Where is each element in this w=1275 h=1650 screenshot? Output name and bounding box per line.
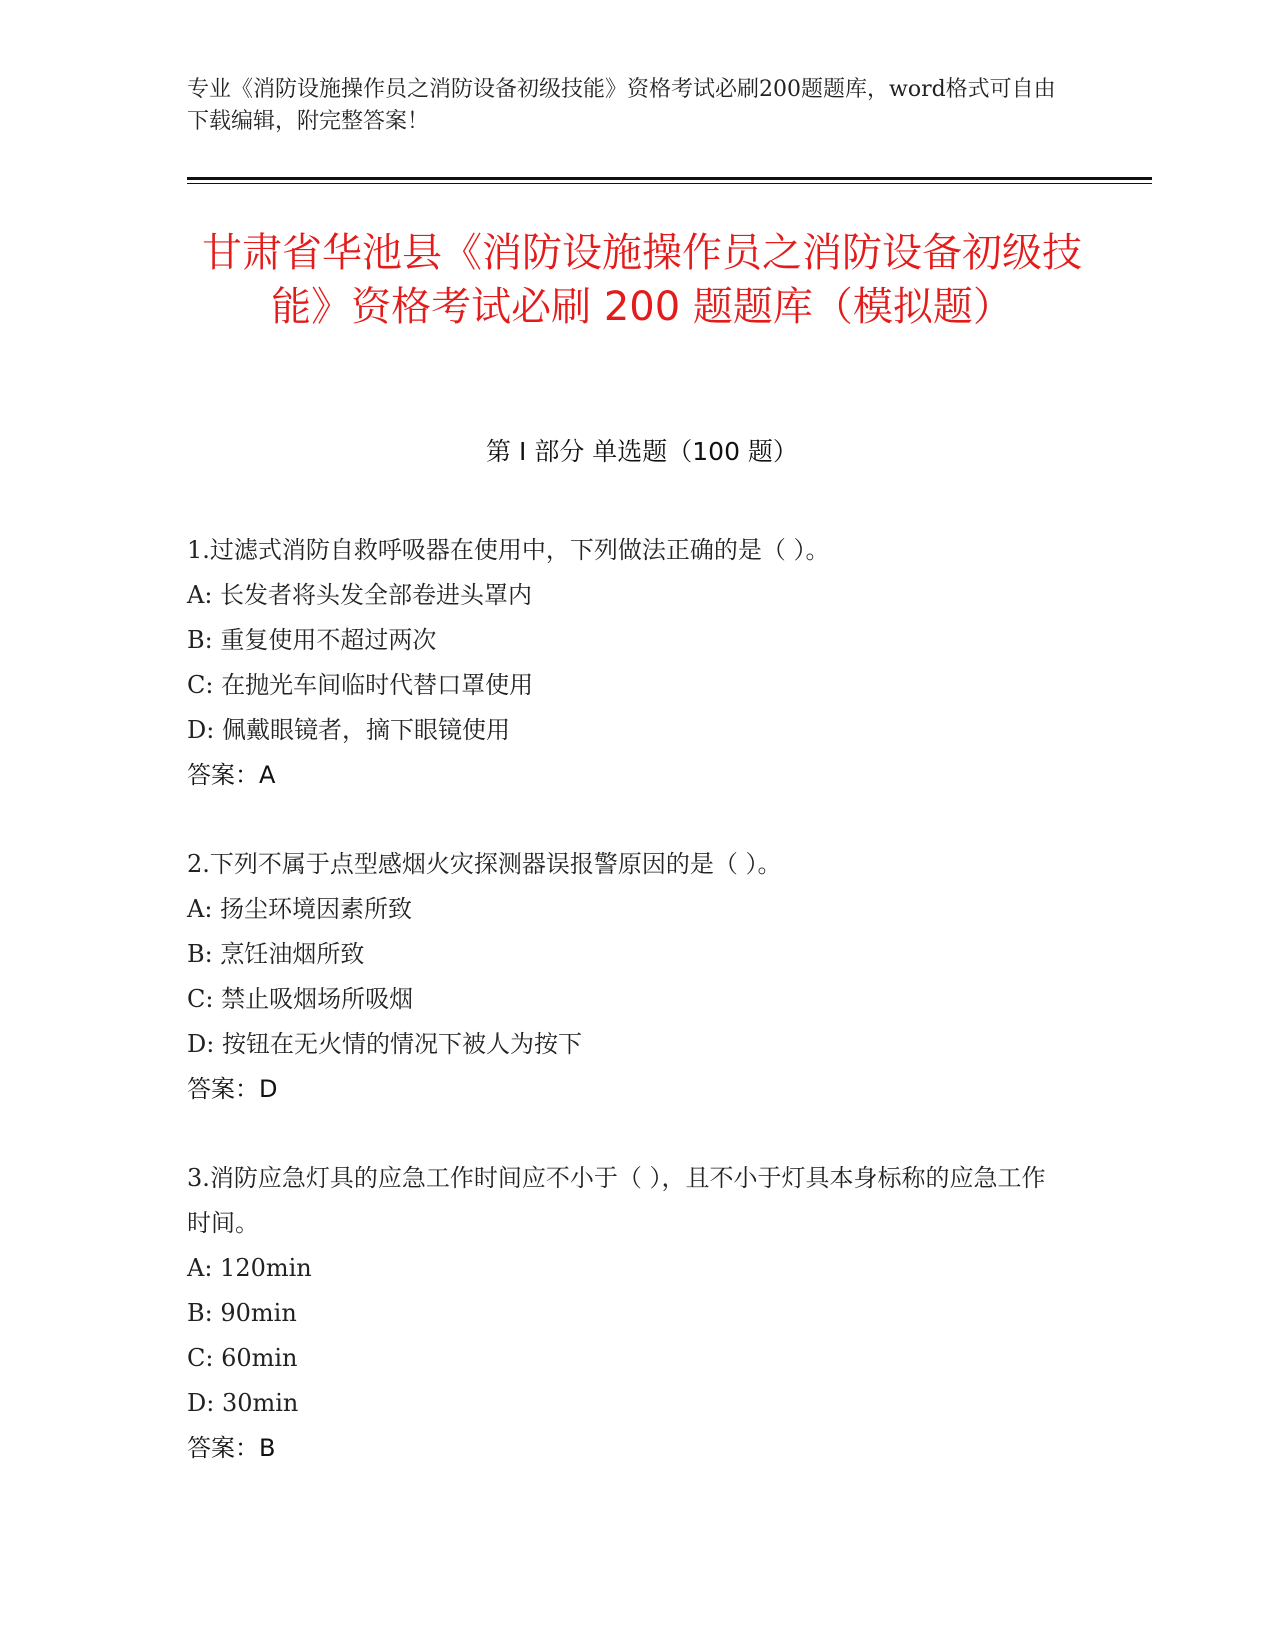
answer: 答案：B	[187, 1434, 276, 1462]
document-title: 甘肃省华池县《消防设施操作员之消防设备初级技能》资格考试必刷 200 题题库（模拟题）	[202, 230, 1082, 330]
question-list	[187, 528, 1067, 1515]
question-2	[187, 842, 1067, 1112]
question-stem: 2.下列不属于点型感烟火灾探测器误报警原因的是（ ）。	[187, 850, 782, 878]
header-divider-thick	[187, 177, 1152, 180]
option-b: B: 90min	[187, 1299, 297, 1327]
section-title: 第 I 部分 单选题（100 题）	[486, 437, 798, 466]
option-b: B: 烹饪油烟所致	[187, 940, 365, 968]
option-c: C: 禁止吸烟场所吸烟	[187, 985, 414, 1013]
option-c: C: 在抛光车间临时代替口罩使用	[187, 671, 534, 699]
answer: 答案：D	[187, 1075, 278, 1103]
option-a: A: 长发者将头发全部卷进头罩内	[187, 581, 533, 609]
question-stem: 3.消防应急灯具的应急工作时间应不小于（ ），且不小于灯具本身标称的应急工作时间。	[187, 1164, 1046, 1237]
question-stem: 1.过滤式消防自救呼吸器在使用中，下列做法正确的是（ ）。	[187, 536, 830, 564]
option-d: D: 按钮在无火情的情况下被人为按下	[187, 1030, 582, 1058]
question-3	[187, 1156, 1067, 1471]
option-a: A: 扬尘环境因素所致	[187, 895, 413, 923]
header-divider-thin	[187, 183, 1152, 184]
option-b: B: 重复使用不超过两次	[187, 626, 437, 654]
option-a: A: 120min	[187, 1254, 312, 1282]
option-c: C: 60min	[187, 1344, 298, 1372]
header-note: 专业《消防设施操作员之消防设备初级技能》资格考试必刷200题题库，word格式可自由下载编辑，附完整答案！	[187, 77, 1056, 134]
option-d: D: 30min	[187, 1389, 299, 1417]
option-d: D: 佩戴眼镜者，摘下眼镜使用	[187, 716, 510, 744]
answer: 答案：A	[187, 761, 276, 789]
question-1	[187, 528, 1067, 798]
